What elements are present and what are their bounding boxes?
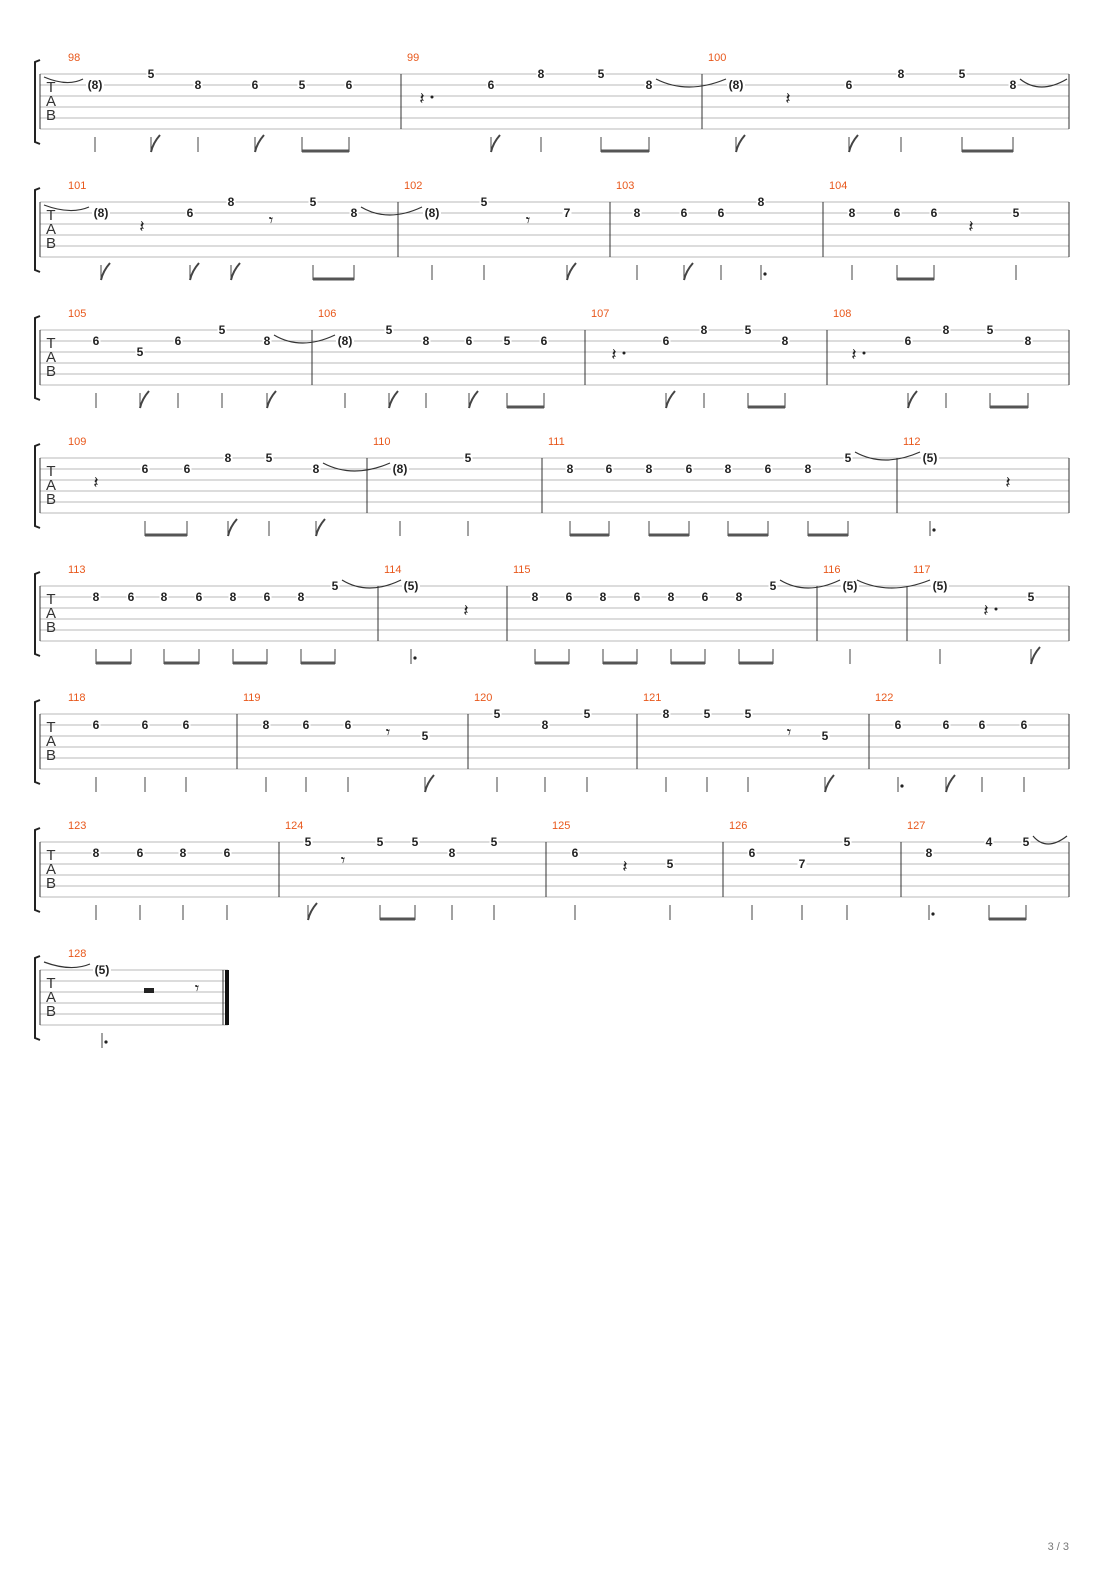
quarter-rest: 𝄽 [983, 601, 989, 621]
fret-number: 5 [821, 729, 829, 743]
note-flag [231, 263, 240, 280]
staff-system [35, 564, 1069, 664]
fret-number: 8 [897, 67, 905, 81]
fret-number: 6 [174, 334, 182, 348]
measure [68, 308, 335, 408]
fret-number: 5 [331, 579, 339, 593]
fret-number: 5 [464, 451, 472, 465]
fret-number: 5 [480, 195, 488, 209]
measure [384, 564, 469, 664]
fret-number: 8 [925, 846, 933, 860]
fret-number: 6 [223, 846, 231, 860]
tab-letter: B [45, 235, 57, 252]
tab-letter: T [46, 847, 56, 864]
note-flag [1031, 647, 1040, 664]
tie-arc [323, 463, 390, 471]
fret-number: 6 [345, 78, 353, 92]
fret-number: 6 [978, 718, 986, 732]
rest-dot [623, 352, 626, 355]
fret-number: 6 [717, 206, 725, 220]
fret-number: 8 [262, 718, 270, 732]
measure-number: 119 [243, 692, 261, 704]
measure [68, 564, 401, 664]
tab-letter: A [45, 93, 57, 110]
fret-number: 5 [744, 323, 752, 337]
tab-letter: A [45, 221, 57, 238]
note-flag [255, 135, 264, 152]
note-flag [140, 391, 149, 408]
fret-number: 6 [571, 846, 579, 860]
fret-number: 8 [1009, 78, 1017, 92]
tie-arc [361, 207, 422, 215]
fret-number: (8) [87, 78, 103, 92]
fret-number: 5 [147, 67, 155, 81]
note-flag [825, 775, 834, 792]
measure [44, 948, 199, 1048]
note-dot [763, 272, 766, 275]
note-flag [228, 519, 237, 536]
fret-number: 5 [583, 707, 591, 721]
measure [373, 436, 473, 536]
system-bracket [35, 956, 40, 1040]
fret-number: 6 [344, 718, 352, 732]
eighth-rest: 𝄾 [268, 211, 274, 231]
measure-number: 122 [875, 692, 894, 704]
note-flag [190, 263, 199, 280]
fret-number: 5 [986, 323, 994, 337]
measure [285, 820, 499, 920]
tab-letter: A [45, 349, 57, 366]
fret-number: 8 [541, 718, 549, 732]
measure-number: 112 [903, 436, 921, 448]
fret-number: 5 [958, 67, 966, 81]
fret-number: 8 [263, 334, 271, 348]
measure [68, 436, 390, 536]
staff-system [35, 180, 1069, 280]
tie-arc [1033, 836, 1067, 844]
fret-number: 5 [385, 323, 393, 337]
fret-number: 6 [141, 462, 149, 476]
fret-number: 6 [136, 846, 144, 860]
fret-number: 8 [531, 590, 539, 604]
quarter-rest: 𝄽 [622, 857, 628, 877]
system-bracket [35, 60, 40, 144]
fret-number: 8 [942, 323, 950, 337]
quarter-rest: 𝄽 [968, 217, 974, 237]
fret-number: 6 [186, 206, 194, 220]
measure-number: 99 [407, 52, 420, 64]
fret-number: 8 [92, 846, 100, 860]
fret-number: 5 [136, 345, 144, 359]
note-flag [849, 135, 858, 152]
fret-number: (5) [94, 963, 110, 977]
tab-letter: B [45, 875, 57, 892]
fret-number: 5 [703, 707, 711, 721]
system-bracket [35, 444, 40, 528]
note-flag [308, 903, 317, 920]
measure [474, 692, 592, 792]
fret-number: 5 [744, 707, 752, 721]
fret-number: (5) [842, 579, 858, 593]
system-bracket [35, 188, 40, 272]
measure [823, 564, 930, 664]
measure-number: 111 [548, 436, 565, 448]
note-flag [267, 391, 276, 408]
measure-number: 108 [833, 308, 852, 320]
quarter-rest: 𝄽 [419, 89, 425, 109]
measure [68, 692, 191, 792]
measure-number: 101 [68, 180, 87, 192]
measure-number: 103 [616, 180, 635, 192]
measure-number: 114 [384, 564, 402, 576]
fret-number: 6 [182, 718, 190, 732]
measure-number: 126 [729, 820, 748, 832]
note-flag [946, 775, 955, 792]
tab-letter: T [46, 463, 56, 480]
quarter-rest: 𝄽 [611, 345, 617, 365]
fret-number: 8 [227, 195, 235, 209]
fret-number: 8 [224, 451, 232, 465]
tab-letter: A [45, 477, 57, 494]
fret-number: 6 [764, 462, 772, 476]
tie-arc [274, 335, 335, 343]
measure-number: 127 [907, 820, 926, 832]
eighth-rest: 𝄾 [385, 723, 391, 743]
system-bracket [35, 828, 40, 912]
system-bracket [35, 700, 40, 784]
measure-number: 115 [513, 564, 531, 576]
measure [513, 564, 840, 664]
tab-letter: B [45, 363, 57, 380]
staff-system [35, 692, 1069, 792]
fret-number: 5 [490, 835, 498, 849]
fret-number: 5 [769, 579, 777, 593]
note-flag [684, 263, 693, 280]
fret-number: 6 [942, 718, 950, 732]
fret-number: 6 [680, 206, 688, 220]
measure [875, 692, 1029, 792]
fret-number: 8 [229, 590, 237, 604]
tab-letter: T [46, 207, 56, 224]
system-bracket [35, 572, 40, 656]
measure [643, 692, 834, 792]
fret-number: 6 [487, 78, 495, 92]
note-flag [491, 135, 500, 152]
quarter-rest: 𝄽 [785, 89, 791, 109]
fret-number: (5) [932, 579, 948, 593]
fret-number: 8 [194, 78, 202, 92]
tab-letter: B [45, 107, 57, 124]
measure-number: 107 [591, 308, 610, 320]
tie-arc [780, 580, 840, 588]
fret-number: 8 [735, 590, 743, 604]
measure-number: 118 [68, 692, 86, 704]
fret-number: 5 [1022, 835, 1030, 849]
tab-letter: T [46, 591, 56, 608]
tab-letter: A [45, 861, 57, 878]
fret-number: 5 [376, 835, 384, 849]
measure [829, 180, 1021, 280]
measure-number: 125 [552, 820, 571, 832]
fret-number: 8 [422, 334, 430, 348]
fret-number: 6 [565, 590, 573, 604]
tab-letter: B [45, 491, 57, 508]
fret-number: 8 [297, 590, 305, 604]
fret-number: 6 [894, 718, 902, 732]
tab-letter: B [45, 1003, 57, 1020]
measure [318, 308, 549, 408]
measure-number: 120 [474, 692, 493, 704]
measure [729, 820, 852, 920]
fret-number: (8) [93, 206, 109, 220]
rest-dot [863, 352, 866, 355]
measure-number: 102 [404, 180, 423, 192]
measure-number: 104 [829, 180, 848, 192]
measure [68, 820, 232, 920]
fret-number: 6 [263, 590, 271, 604]
fret-number: (5) [403, 579, 419, 593]
tie-arc [857, 580, 930, 588]
fret-number: (5) [922, 451, 938, 465]
fret-number: 6 [845, 78, 853, 92]
fret-number: 6 [92, 334, 100, 348]
fret-number: 6 [685, 462, 693, 476]
fret-number: 6 [251, 78, 259, 92]
eighth-rest: 𝄾 [525, 211, 531, 231]
fret-number: 6 [748, 846, 756, 860]
quarter-rest: 𝄽 [463, 601, 469, 621]
staff-system [35, 52, 1069, 152]
fret-number: 8 [537, 67, 545, 81]
fret-number: 8 [781, 334, 789, 348]
tie-arc [342, 580, 401, 588]
fret-number: 6 [904, 334, 912, 348]
fret-number: 6 [183, 462, 191, 476]
measure [833, 308, 1033, 408]
fret-number: 8 [350, 206, 358, 220]
staff-system [35, 948, 228, 1048]
measure-number: 117 [913, 564, 931, 576]
fret-number: 6 [930, 206, 938, 220]
note-flag [567, 263, 576, 280]
fret-number: 8 [566, 462, 574, 476]
note-dot [931, 912, 934, 915]
staff-system [35, 308, 1069, 408]
fret-number: 5 [844, 451, 852, 465]
fret-number: 8 [662, 707, 670, 721]
fret-number: 6 [302, 718, 310, 732]
measure [44, 180, 422, 280]
fret-number: 8 [804, 462, 812, 476]
fret-number: 8 [448, 846, 456, 860]
fret-number: 6 [662, 334, 670, 348]
staff-system [35, 820, 1069, 920]
measure-number: 116 [823, 564, 841, 576]
measure-number: 109 [68, 436, 87, 448]
eighth-rest: 𝄾 [786, 723, 792, 743]
quarter-rest: 𝄽 [93, 473, 99, 493]
fret-number: 8 [160, 590, 168, 604]
tab-letter: A [45, 605, 57, 622]
measure-number: 128 [68, 948, 87, 960]
fret-number: 6 [701, 590, 709, 604]
fret-number: 5 [666, 857, 674, 871]
rest-dot [995, 608, 998, 611]
measure-number: 98 [68, 52, 81, 64]
note-dot [104, 1040, 107, 1043]
tab-letter: B [45, 619, 57, 636]
measure-number: 106 [318, 308, 337, 320]
tab-letter: B [45, 747, 57, 764]
fret-number: 8 [645, 78, 653, 92]
tie-arc [44, 962, 90, 968]
fret-number: 8 [92, 590, 100, 604]
quarter-rest: 𝄽 [139, 217, 145, 237]
staff-system [35, 436, 1069, 536]
fret-number: 7 [798, 857, 806, 871]
fret-number: 6 [893, 206, 901, 220]
fret-number: 5 [309, 195, 317, 209]
fret-number: 8 [312, 462, 320, 476]
measure-number: 100 [708, 52, 727, 64]
measure [44, 52, 354, 152]
note-flag [666, 391, 675, 408]
note-flag [908, 391, 917, 408]
fret-number: 8 [757, 195, 765, 209]
fret-number: 5 [503, 334, 511, 348]
tab-letter: T [46, 975, 56, 992]
fret-number: 5 [843, 835, 851, 849]
fret-number: 5 [265, 451, 273, 465]
measure [407, 52, 726, 152]
fret-number: 5 [421, 729, 429, 743]
fret-number: 5 [411, 835, 419, 849]
note-dot [932, 528, 935, 531]
measure [243, 692, 434, 792]
tab-letter: T [46, 79, 56, 96]
measure-number: 105 [68, 308, 87, 320]
note-flag [101, 263, 110, 280]
measure-number: 121 [643, 692, 662, 704]
fret-number: 5 [304, 835, 312, 849]
quarter-rest: 𝄽 [851, 345, 857, 365]
measure [552, 820, 675, 920]
fret-number: 6 [605, 462, 613, 476]
fret-number: 8 [599, 590, 607, 604]
eighth-rest: 𝄾 [340, 851, 346, 871]
fret-number: (8) [728, 78, 744, 92]
tie-arc [855, 452, 920, 460]
measure [708, 52, 1067, 152]
measure [591, 308, 790, 408]
fret-number: 6 [141, 718, 149, 732]
measure [903, 436, 1011, 536]
fret-number: 8 [179, 846, 187, 860]
measure [548, 436, 920, 536]
measure-number: 113 [68, 564, 86, 576]
fret-number: 6 [92, 718, 100, 732]
fret-number: 6 [1020, 718, 1028, 732]
fret-number: 8 [848, 206, 856, 220]
fret-number: 4 [985, 835, 993, 849]
fret-number: 6 [127, 590, 135, 604]
measure-number: 124 [285, 820, 304, 832]
page-indicator: 3 / 3 [1047, 1541, 1069, 1553]
fret-number: 8 [724, 462, 732, 476]
measure-number: 123 [68, 820, 87, 832]
fret-number: (8) [424, 206, 440, 220]
quarter-rest: 𝄽 [1005, 473, 1011, 493]
eighth-rest: 𝄾 [194, 979, 200, 999]
fret-number: 8 [700, 323, 708, 337]
system-bracket [35, 316, 40, 400]
note-flag [469, 391, 478, 408]
fret-number: 6 [633, 590, 641, 604]
fret-number: 7 [563, 206, 571, 220]
note-dot [900, 784, 903, 787]
fret-number: (8) [337, 334, 353, 348]
fret-number: 5 [1027, 590, 1035, 604]
fret-number: 5 [298, 78, 306, 92]
measure [616, 180, 767, 280]
measure [404, 180, 576, 280]
note-flag [151, 135, 160, 152]
note-flag [425, 775, 434, 792]
fret-number: 8 [645, 462, 653, 476]
tie-arc [656, 79, 726, 87]
measure [913, 564, 1040, 664]
fret-number: 6 [195, 590, 203, 604]
note-flag [736, 135, 745, 152]
fret-number: 8 [633, 206, 641, 220]
tab-letter: T [46, 335, 56, 352]
fret-number: 5 [1012, 206, 1020, 220]
fret-number: 5 [597, 67, 605, 81]
note-flag [389, 391, 398, 408]
fret-number: 6 [540, 334, 548, 348]
note-flag [316, 519, 325, 536]
tab-letter: A [45, 733, 57, 750]
half-rest [144, 988, 154, 993]
fret-number: 8 [667, 590, 675, 604]
note-dot [413, 656, 416, 659]
fret-number: 6 [465, 334, 473, 348]
rest-dot [431, 96, 434, 99]
tab-letter: A [45, 989, 57, 1006]
measure-number: 110 [373, 436, 391, 448]
fret-number: 8 [1024, 334, 1032, 348]
tie-arc [1020, 79, 1067, 87]
measure [907, 820, 1067, 920]
fret-number: (8) [392, 462, 408, 476]
tab-letter: T [46, 719, 56, 736]
fret-number: 5 [493, 707, 501, 721]
fret-number: 5 [218, 323, 226, 337]
